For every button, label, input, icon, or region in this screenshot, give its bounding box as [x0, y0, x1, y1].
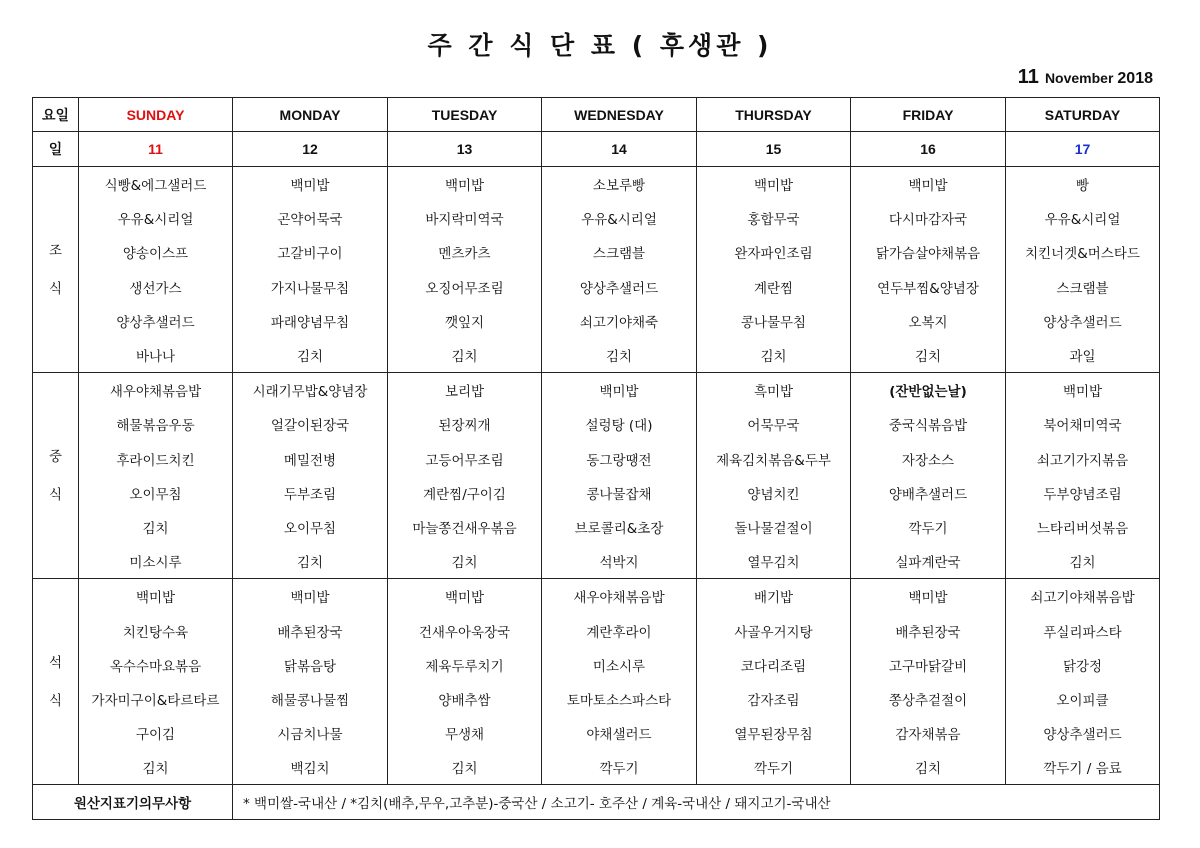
menu-item: 열무김치 [697, 544, 851, 579]
menu-item: 닭볶음탕 [233, 648, 388, 682]
header-sunday: SUNDAY [79, 98, 233, 132]
menu-item: 미소시루 [79, 544, 233, 579]
menu-item: 북어채미역국 [1006, 407, 1160, 441]
menu-item: 감자채볶음 [851, 716, 1006, 750]
lunch-label-top: 중 [48, 448, 63, 465]
date-day: 11 [1017, 66, 1039, 88]
menu-item: 빵 [1006, 167, 1160, 202]
menu-item: 김치 [1006, 544, 1160, 579]
date-row [33, 132, 1160, 167]
menu-item: 콩나물무침 [697, 304, 851, 338]
menu-item: (잔반없는날) [851, 373, 1006, 408]
menu-item: 석박지 [542, 544, 697, 579]
menu-item: 건새우아욱장국 [388, 613, 542, 647]
breakfast-row [33, 167, 1160, 202]
menu-item: 김치 [79, 750, 233, 785]
menu-item: 얼갈이된장국 [233, 407, 388, 441]
menu-item: 해물콩나물찜 [233, 682, 388, 716]
menu-item: 백김치 [233, 750, 388, 785]
header-monday: MONDAY [233, 98, 388, 132]
menu-item: 흑미밥 [697, 373, 851, 408]
header-saturday: SATURDAY [1006, 98, 1160, 132]
footer-row [33, 785, 1160, 820]
menu-item: 해물볶음우동 [79, 407, 233, 441]
breakfast-label-top: 조 [48, 242, 63, 259]
menu-item: 새우야채볶음밥 [79, 373, 233, 408]
menu-item: 백미밥 [1006, 373, 1160, 408]
menu-item: 계란후라이 [542, 613, 697, 647]
menu-item: 오이피클 [1006, 682, 1160, 716]
date-sunday: 11 [79, 132, 233, 167]
menu-item: 곤약어묵국 [233, 201, 388, 235]
menu-item: 백미밥 [542, 373, 697, 408]
origin-notice-text: * 백미쌀-국내산 / *김치(배추,무우,고추분)-중국산 / 소고기- 호주산 / 계육-국내산 / 돼지고기-국내산 [233, 785, 1160, 820]
menu-item: 김치 [388, 338, 542, 373]
menu-item: 쇠고기가지볶음 [1006, 442, 1160, 476]
menu-item: 사골우거지탕 [697, 613, 851, 647]
menu-item: 야채샐러드 [542, 716, 697, 750]
breakfast-label [33, 167, 79, 373]
menu-item: 쇠고기야채죽 [542, 304, 697, 338]
menu-item: 계란찜 [697, 270, 851, 304]
menu-item: 양송이스프 [79, 235, 233, 269]
menu-item: 깻잎지 [388, 304, 542, 338]
menu-item: 콩나물잡채 [542, 476, 697, 510]
menu-item: 연두부찜&양념장 [851, 270, 1006, 304]
menu-item: 새우야채볶음밥 [542, 579, 697, 614]
header-thursday: THURSDAY [697, 98, 851, 132]
menu-item: 양상추샐러드 [1006, 304, 1160, 338]
menu-item: 배추된장국 [851, 613, 1006, 647]
menu-item: 다시마감자국 [851, 201, 1006, 235]
menu-item: 오이무침 [233, 510, 388, 544]
menu-item: 닭가슴살야채볶음 [851, 235, 1006, 269]
menu-item: 시래기무밥&양념장 [233, 373, 388, 408]
menu-item: 열무된장무침 [697, 716, 851, 750]
dinner-row [33, 648, 1160, 682]
menu-item: 생선가스 [79, 270, 233, 304]
menu-item: 구이김 [79, 716, 233, 750]
menu-item: 자장소스 [851, 442, 1006, 476]
menu-item: 김치 [697, 338, 851, 373]
menu-item: 파래양념무침 [233, 304, 388, 338]
menu-item: 무생채 [388, 716, 542, 750]
menu-item: 우유&시리얼 [542, 201, 697, 235]
menu-item: 김치 [233, 338, 388, 373]
menu-item: 과일 [1006, 338, 1160, 373]
date-friday: 16 [851, 132, 1006, 167]
menu-item: 스크램블 [1006, 270, 1160, 304]
lunch-label [33, 373, 79, 579]
menu-item: 제육두루치기 [388, 648, 542, 682]
menu-item: 실파계란국 [851, 544, 1006, 579]
menu-item: 깍두기 [697, 750, 851, 785]
menu-item: 깍두기 [851, 510, 1006, 544]
dinner-label [33, 579, 79, 785]
menu-item: 바나나 [79, 338, 233, 373]
menu-item: 백미밥 [233, 579, 388, 614]
menu-item: 미소시루 [542, 648, 697, 682]
menu-item: 어묵무국 [697, 407, 851, 441]
date-monday: 12 [233, 132, 388, 167]
lunch-row [33, 544, 1160, 579]
menu-item: 느타리버섯볶음 [1006, 510, 1160, 544]
header-friday: FRIDAY [851, 98, 1006, 132]
menu-item: 바지락미역국 [388, 201, 542, 235]
menu-item: 깍두기 / 음료 [1006, 750, 1160, 785]
page-title: 주 간 식 단 표 ( 후생관 ) [427, 31, 773, 60]
menu-item: 양념치킨 [697, 476, 851, 510]
menu-item: 시금치나물 [233, 716, 388, 750]
date-saturday: 17 [1006, 132, 1160, 167]
menu-item: 우유&시리얼 [79, 201, 233, 235]
menu-item: 계란찜/구이김 [388, 476, 542, 510]
menu-item: 두부양념조림 [1006, 476, 1160, 510]
menu-item: 김치 [851, 338, 1006, 373]
lunch-label-bottom: 식 [48, 486, 63, 503]
menu-item: 백미밥 [851, 167, 1006, 202]
menu-item: 치킨너겟&머스타드 [1006, 235, 1160, 269]
menu-item: 오이무침 [79, 476, 233, 510]
menu-item: 배기밥 [697, 579, 851, 614]
menu-item: 제육김치볶음&두부 [697, 442, 851, 476]
menu-item: 김치 [233, 544, 388, 579]
menu-item: 옥수수마요볶음 [79, 648, 233, 682]
menu-item: 양배추샐러드 [851, 476, 1006, 510]
menu-item: 우유&시리얼 [1006, 201, 1160, 235]
menu-item: 중국식볶음밥 [851, 407, 1006, 441]
dinner-row [33, 579, 1160, 614]
menu-item: 쇠고기야채볶음밥 [1006, 579, 1160, 614]
menu-item: 브로콜리&초장 [542, 510, 697, 544]
menu-item: 코다리조림 [697, 648, 851, 682]
menu-item: 백미밥 [388, 167, 542, 202]
date-stamp [1018, 66, 1153, 89]
menu-item: 고구마닭갈비 [851, 648, 1006, 682]
menu-item: 식빵&에그샐러드 [79, 167, 233, 202]
menu-item: 푸실리파스타 [1006, 613, 1160, 647]
date-wednesday: 14 [542, 132, 697, 167]
menu-item: 김치 [79, 510, 233, 544]
date-tuesday: 13 [388, 132, 542, 167]
menu-item: 보리밥 [388, 373, 542, 408]
menu-item: 백미밥 [79, 579, 233, 614]
header-wednesday: WEDNESDAY [542, 98, 697, 132]
menu-item: 동그랑땡전 [542, 442, 697, 476]
breakfast-label-bottom: 식 [48, 280, 63, 297]
menu-item: 가지나물무침 [233, 270, 388, 304]
menu-item: 된장찌개 [388, 407, 542, 441]
menu-item: 양상추샐러드 [79, 304, 233, 338]
menu-item: 고등어무조림 [388, 442, 542, 476]
lunch-row [33, 373, 1160, 408]
menu-item: 소보루빵 [542, 167, 697, 202]
menu-item: 멘츠카츠 [388, 235, 542, 269]
menu-item: 양상추샐러드 [542, 270, 697, 304]
menu-item: 감자조림 [697, 682, 851, 716]
menu-item: 깍두기 [542, 750, 697, 785]
menu-item: 백미밥 [697, 167, 851, 202]
dinner-row [33, 750, 1160, 785]
breakfast-row [33, 235, 1160, 269]
menu-item: 양상추샐러드 [1006, 716, 1160, 750]
lunch-row [33, 510, 1160, 544]
menu-item: 메밀전병 [233, 442, 388, 476]
dinner-row [33, 613, 1160, 647]
header-row [33, 98, 1160, 132]
menu-item: 후라이드치킨 [79, 442, 233, 476]
menu-item: 김치 [542, 338, 697, 373]
menu-item: 치킨탕수육 [79, 613, 233, 647]
breakfast-row [33, 270, 1160, 304]
origin-notice-label: 원산지표기의무사항 [33, 785, 233, 820]
menu-item: 양배추쌈 [388, 682, 542, 716]
breakfast-row [33, 304, 1160, 338]
dinner-row [33, 682, 1160, 716]
lunch-row [33, 476, 1160, 510]
menu-item: 김치 [388, 544, 542, 579]
date-month: November [1044, 70, 1114, 86]
menu-item: 설렁탕 (대) [542, 407, 697, 441]
menu-item: 마늘쫑건새우볶음 [388, 510, 542, 544]
dinner-row [33, 716, 1160, 750]
menu-item: 배추된장국 [233, 613, 388, 647]
menu-item: 백미밥 [388, 579, 542, 614]
header-tuesday: TUESDAY [388, 98, 542, 132]
breakfast-row [33, 338, 1160, 373]
menu-item: 쫑상추겉절이 [851, 682, 1006, 716]
breakfast-row [33, 201, 1160, 235]
lunch-row [33, 442, 1160, 476]
menu-item: 닭강정 [1006, 648, 1160, 682]
lunch-row [33, 407, 1160, 441]
dinner-label-bottom: 식 [48, 692, 63, 709]
menu-item: 완자파인조림 [697, 235, 851, 269]
menu-item: 고갈비구이 [233, 235, 388, 269]
weekday-label: 요일 [33, 98, 79, 132]
weekly-menu-table [32, 97, 1160, 820]
menu-item: 돌나물겉절이 [697, 510, 851, 544]
menu-item: 오복지 [851, 304, 1006, 338]
menu-item: 가자미구이&타르타르 [79, 682, 233, 716]
date-thursday: 15 [697, 132, 851, 167]
menu-item: 김치 [851, 750, 1006, 785]
date-year: 2018 [1117, 70, 1153, 87]
dinner-label-top: 석 [48, 654, 63, 671]
menu-item: 스크램블 [542, 235, 697, 269]
menu-item: 백미밥 [851, 579, 1006, 614]
menu-item: 두부조림 [233, 476, 388, 510]
menu-item: 오징어무조림 [388, 270, 542, 304]
date-label: 일 [33, 132, 79, 167]
menu-item: 토마토소스파스타 [542, 682, 697, 716]
menu-item: 홍합무국 [697, 201, 851, 235]
menu-item: 김치 [388, 750, 542, 785]
menu-item: 백미밥 [233, 167, 388, 202]
